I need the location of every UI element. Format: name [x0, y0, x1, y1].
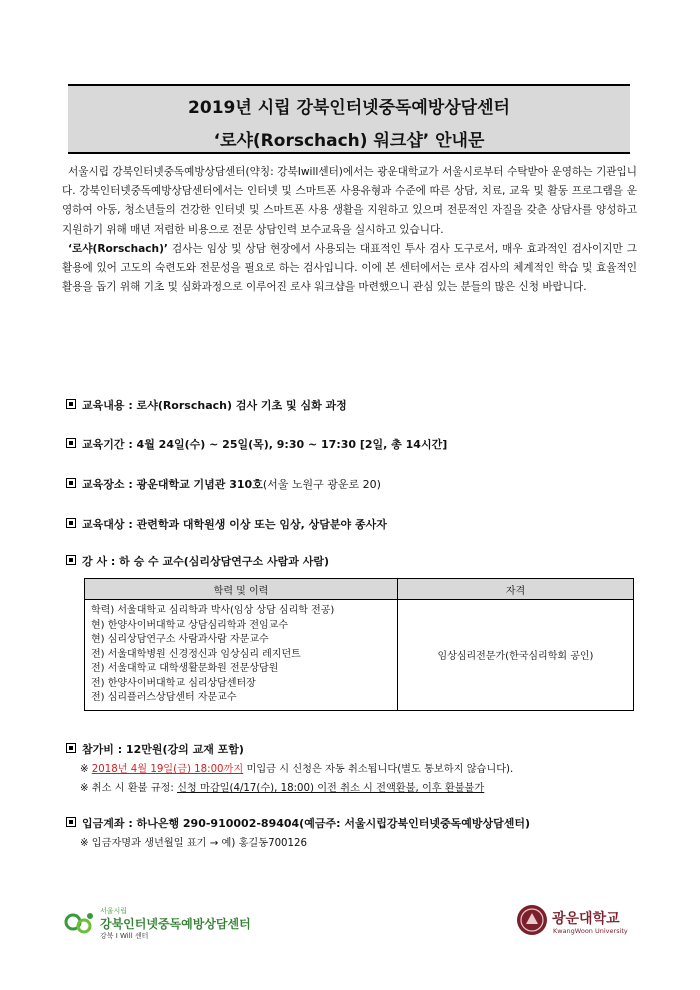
item-place — [66, 476, 381, 492]
history-line: 현) 한양사이버대학교 상담심리학과 전임교수 — [91, 619, 288, 631]
item-target — [66, 516, 387, 532]
item-instructor-text: 강 사 : 하 승 수 교수(심리상담연구소 사람과 사람) — [82, 555, 329, 568]
bullet-square-icon — [66, 555, 76, 565]
item-instructor — [66, 553, 329, 569]
item-account — [66, 815, 530, 831]
item-period — [66, 436, 447, 452]
kwangwoon-seal-icon — [516, 904, 548, 936]
item-place-address: (서울 노원구 광운로 20) — [262, 478, 381, 491]
account-note: ※ 입금자명과 생년월일 표기 → 예) 홍길동700126 — [80, 838, 307, 849]
table-header-row — [85, 579, 634, 600]
intro-paragraph-1: 서울시립 강북인터넷중독예방상담센터(약칭: 강북Iwill센터)에서는 광운대학교가 서울시로부터 수탁받아 운영하는 기관입니다. 강북인터넷중독예방상담센터에서는 인터넷 및 스마트폰 사용유형과 수준에 따른 상담, 치료, 교육 및 활동 프로그램을 운영하여 아동, 청소년들의 건강한 인터넷 및 스마트폰 사용 생활을 지원하고 있으며 전문적인 자질을 갖춘 상담사를 양성하고 지원하기 위해 매년 저렴한 비용으로 전문 상담인력 보수교육을 실시하고 있습니다. — [62, 166, 637, 236]
bullet-square-icon — [66, 743, 76, 753]
page-subtitle: ‘로샤(Rorschach) 워크샵’ 안내문 — [213, 131, 485, 151]
item-period-text: 교육기간 : 4월 24일(수) ~ 25일(목), 9:30 ~ 17:30 [2일, 총 14시간] — [82, 438, 448, 451]
kwangwoon-name: 광운대학교 — [552, 911, 620, 927]
item-account-text: 입금계좌 : 하나은행 290-910002-89404(예금주: 서울시립강북인터넷중독예방상담센터) — [82, 817, 530, 830]
kwangwoon-english: KwangWoon University — [553, 927, 628, 935]
fee-note-deadline — [80, 760, 513, 775]
history-cell — [85, 600, 398, 711]
history-line: 학력) 서울대학교 심리학과 박사(임상 상담 심리학 전공) — [91, 605, 335, 616]
bullet-square-icon — [66, 518, 76, 528]
history-line: 전) 서울대학교 대학생활문화원 전문상담원 — [91, 663, 279, 674]
intro-paragraph-2-body: 검사는 임상 및 상담 현장에서 사용되는 대표적인 투사 검사 도구로서, 매우 효과적인 검사이지만 그 활용에 있어 고도의 숙련도와 전문성을 필요로 하는 검사입니다. 이에 본 센터에서는 로샤 검사의 체계적인 학습 및 효율적인 활용을 돕기 위해 기초 및 심화과정으로 이루어진 로샤 워크샵을 마련했으니 관심 있는 분들의 많은 신청 바랍니다. — [62, 242, 637, 294]
item-place-text: 교육장소 : 광운대학교 기념관 310호 — [82, 478, 263, 491]
center-logo-icon — [64, 910, 96, 938]
page-title: 2019년 시립 강북인터넷중독예방상담센터 — [188, 98, 510, 118]
bullet-square-icon — [66, 438, 76, 448]
bullet-square-icon — [66, 478, 76, 488]
payment-deadline-rest: 미입금 시 신청은 자동 취소됩니다(별도 통보하지 않습니다). — [243, 764, 514, 775]
item-fee-text: 참가비 : 12만원(강의 교재 포함) — [82, 743, 244, 756]
payment-deadline: 2018년 4월 19일(금) 18:00까지 — [91, 764, 244, 775]
table-header-qualification: 자격 — [398, 579, 634, 600]
refund-policy: 신청 마감일(4/17(수), 18:00) 이전 취소 시 전액환불, 이후 환불불가 — [177, 783, 485, 794]
history-line: 현) 심리상담연구소 사람과사람 자문교수 — [91, 634, 269, 645]
bullet-square-icon — [66, 399, 76, 409]
qualification-cell: 임상심리전문가(한국심리학회 공인) — [398, 600, 634, 711]
item-content-text: 교육내용 : 로샤(Rorschach) 검사 기초 및 심화 과정 — [82, 399, 347, 412]
item-fee — [66, 741, 244, 757]
item-content — [66, 397, 347, 413]
instructor-table — [84, 578, 634, 711]
bullet-square-icon — [66, 817, 76, 827]
center-logo-sub: 강북 I Will 센터 — [100, 932, 149, 940]
title-box — [68, 84, 630, 154]
item-target-text: 교육대상 : 관련학과 대학원생 이상 또는 임상, 상담분야 종사자 — [82, 518, 387, 531]
fee-note-refund — [80, 779, 484, 794]
table-row — [85, 600, 634, 711]
history-line: 전) 심리플러스상담센터 자문교수 — [91, 692, 237, 703]
center-logo-name: 강북인터넷중독예방상담센터 — [100, 917, 251, 931]
intro-paragraph-2 — [62, 240, 637, 298]
history-line: 전) 서울대학병원 신경정신과 임상심리 레지던트 — [91, 648, 301, 660]
intro-text — [62, 163, 637, 297]
note-mark: ※ — [80, 764, 92, 775]
rorschach-highlight: ‘로샤(Rorschach)’ — [68, 242, 168, 255]
history-line: 전) 한양사이버대학교 심리상담센터장 — [91, 677, 256, 689]
table-header-history: 학력 및 이력 — [85, 579, 398, 600]
refund-label: ※ 취소 시 환불 규정: — [80, 783, 178, 794]
center-logo-small: 서울시립 — [100, 907, 128, 915]
